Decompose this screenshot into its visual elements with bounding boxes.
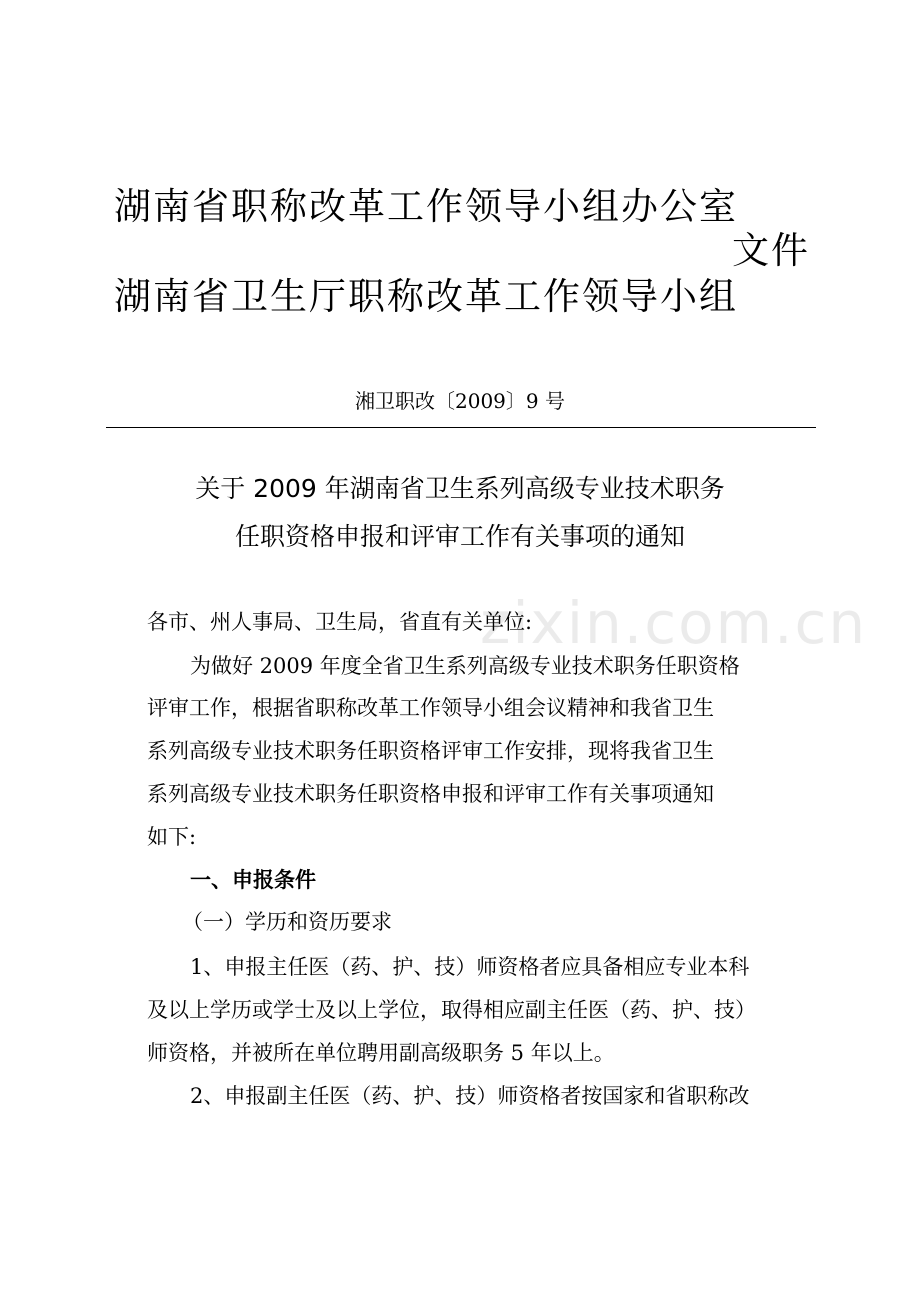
intro-line-2: 评审工作，根据省职称改革工作领导小组会议精神和我省卫生: [147, 696, 714, 720]
document-title-line-2: 任职资格申报和评审工作有关事项的通知: [234, 522, 685, 551]
intro-line-4: 系列高级专业技术职务任职资格申报和评审工作有关事项通知: [147, 782, 714, 806]
subsection-heading-education: （一）学历和资历要求: [182, 910, 392, 934]
item-1-line-3: 师资格，并被所在单位聘用副高级职务 5 年以上。: [147, 1041, 615, 1065]
intro-line-5: 如下:: [147, 825, 197, 849]
item-1-line-1: 1、申报主任医（药、护、技）师资格者应具备相应专业本科: [190, 955, 750, 979]
intro-line-3: 系列高级专业技术职务任职资格评审工作安排，现将我省卫生: [147, 739, 714, 763]
item-1-line-2: 及以上学历或学士及以上学位，取得相应副主任医（药、护、技）: [147, 998, 756, 1022]
watermark: zixin.com.cn: [480, 589, 868, 657]
header-divider: [106, 427, 816, 428]
issuer-line-1: 湖南省职称改革工作领导小组办公室: [114, 185, 738, 228]
item-2-line-1: 2、申报副主任医（药、护、技）师资格者按国家和省职称改: [190, 1084, 750, 1108]
issuer-line-2: 湖南省卫生厅职称改革工作领导小组: [114, 275, 738, 318]
section-heading-application-conditions: 一、申报条件: [190, 868, 316, 892]
document-type-label: 文件: [732, 229, 810, 272]
intro-line-1: 为做好 2009 年度全省卫生系列高级专业技术职务任职资格: [190, 654, 740, 678]
document-title-line-1: 关于 2009 年湖南省卫生系列高级专业技术职务: [195, 474, 725, 503]
document-number: 湘卫职改〔2009〕9 号: [355, 389, 565, 413]
salutation: 各市、州人事局、卫生局，省直有关单位:: [147, 610, 533, 634]
